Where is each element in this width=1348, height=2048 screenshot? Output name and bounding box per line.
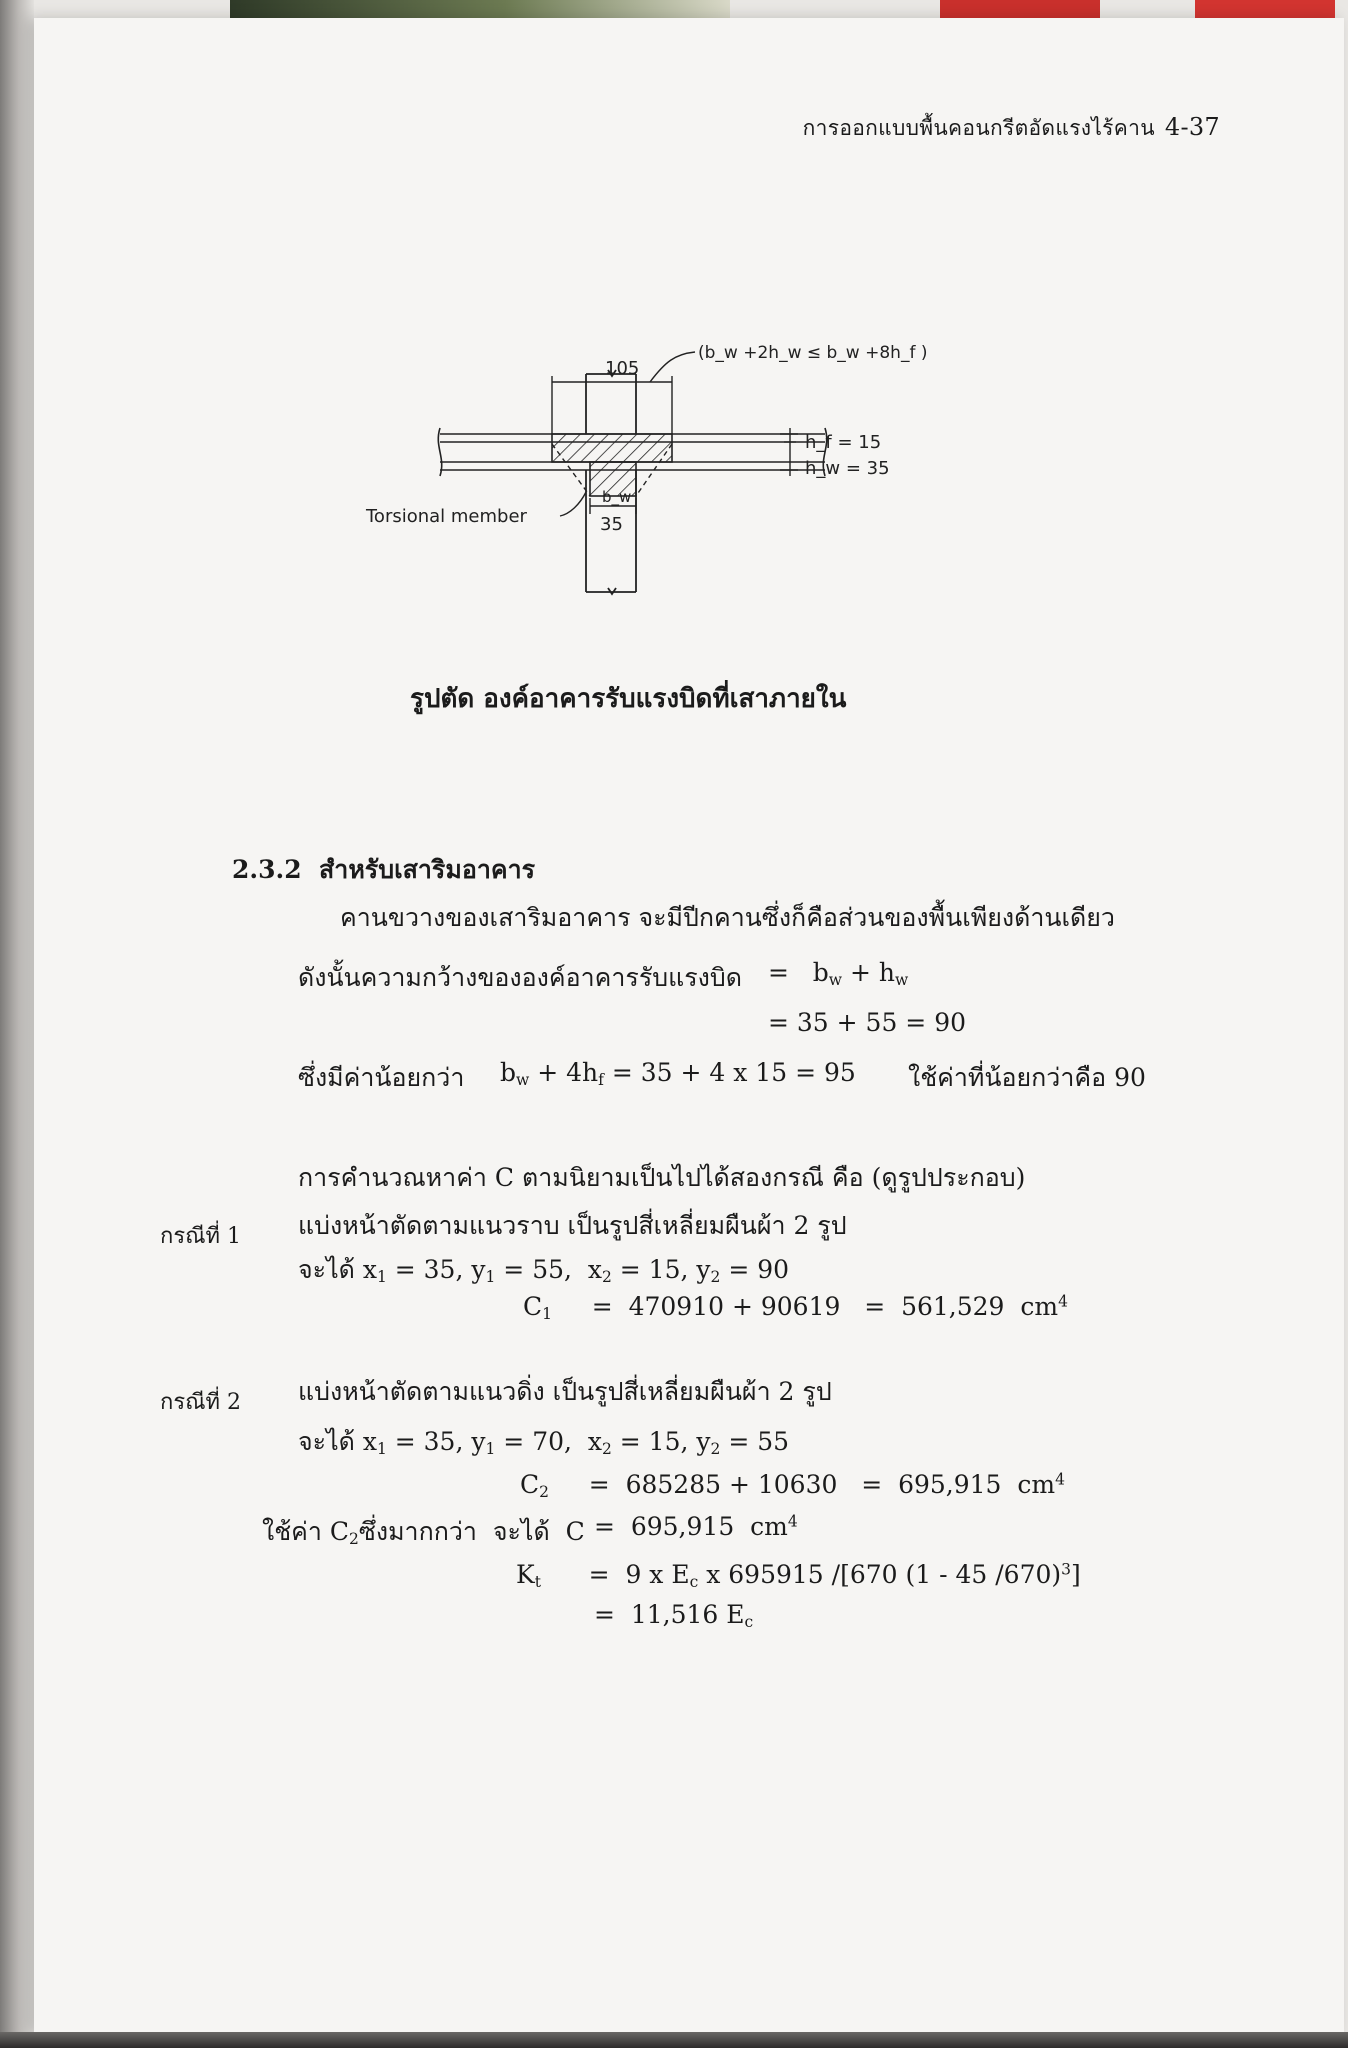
- case2-desc: แบ่งหน้าตัดตามแนวดิ่ง เป็นรูปสี่เหลี่ยมผืนผ้า 2 รูป: [298, 1377, 832, 1406]
- right-dimensions: [780, 428, 798, 476]
- bw-label: b_w: [602, 488, 632, 506]
- case2-get: จะได้: [298, 1427, 355, 1456]
- less-formula: $b_w + 4h_f = 35 + 4$ x 15 = 95: [500, 1058, 856, 1089]
- member-leader-line: [560, 492, 586, 516]
- width-formula: = $b_w + h_w$: [768, 958, 909, 989]
- width-eq-sign: =: [768, 958, 789, 987]
- case2-c2: $C_2$ = 685285 + 10630 = 695,915 $cm^4$: [520, 1470, 1065, 1501]
- use-c2: ใช้ค่า $C_2$ซึ่งมากกว่า จะได้ C: [262, 1517, 585, 1548]
- case1-label: กรณีที่ 1: [160, 1224, 242, 1249]
- section-number: 2.3.2: [232, 855, 302, 884]
- hf-label: h_f = 15: [805, 432, 882, 453]
- kt-formula: $K_t$ = 9 x $E_c$ x 695915 /[670 (1 - 45 /670)$^3$]: [516, 1560, 1081, 1591]
- dim-105-label: 105: [605, 358, 640, 379]
- bw-value-label: 35: [600, 514, 623, 535]
- page-number: 4-37: [1164, 113, 1220, 141]
- background-object: [1195, 0, 1335, 20]
- width-result: = 35 + 55 = 90: [768, 1008, 967, 1037]
- case1-c1: $C_1$ = 470910 + 90619 = 561,529 $cm^4$: [523, 1292, 1068, 1323]
- paragraph-1: คานขวางของเสาริมอาคาร จะมีปีกคานซึ่งก็คือส่วนของพื้นเพียงด้านเดียว: [340, 903, 1115, 932]
- case1-values: จะได้ $x_1 = 35$, $y_1 = 55$, $x_2 = 15$, $y_2 = 90$: [298, 1255, 790, 1286]
- dim-formula-label: (b_w +2h_w ≤ b_w +8h_f ): [698, 343, 928, 363]
- figure-caption: รูปตัด องค์อาคารรับแรงบิดที่เสาภายใน: [410, 684, 847, 714]
- section-heading: [232, 850, 535, 890]
- torsional-member-label: Torsional member: [366, 506, 527, 527]
- case1-get: จะได้: [298, 1255, 355, 1284]
- torsional-member-section-figure: [350, 282, 950, 612]
- kt-result: = 11,516 $E_c$: [594, 1600, 754, 1631]
- section-title: สำหรับเสาริมอาคาร: [319, 855, 536, 884]
- book-spine-shadow: [0, 0, 34, 2048]
- use-less: ใช้ค่าที่น้อยกว่าคือ 90: [908, 1063, 1146, 1092]
- bottom-edge-shadow: [0, 2032, 1348, 2048]
- width-intro: ดังนั้นความกว้างขององค์อาคารรับแรงบิด: [298, 963, 742, 992]
- case2-values: จะได้ $x_1 = 35$, $y_1 = 70$, $x_2 = 15$, $y_2 = 55$: [298, 1427, 790, 1458]
- less-intro: ซึ่งมีค่าน้อยกว่า: [298, 1063, 465, 1092]
- hatched-flange: [552, 434, 672, 462]
- hw-label: h_w = 35: [805, 458, 890, 479]
- case2-label: กรณีที่ 2: [160, 1390, 242, 1415]
- c-result: = 695,915 $cm^4$: [594, 1512, 798, 1541]
- header-title: การออกแบบพื้นคอนกรีตอัดแรงไร้คาน: [802, 116, 1155, 140]
- calc-intro: การคำนวณหาค่า C ตามนิยามเป็นไปได้สองกรณี คือ (ดูรูปประกอบ): [298, 1163, 1026, 1192]
- running-header: [770, 112, 1220, 145]
- case1-desc: แบ่งหน้าตัดตามแนวราบ เป็นรูปสี่เหลี่ยมผืนผ้า 2 รูป: [298, 1211, 847, 1240]
- less-eq: = 35 + 4 x 15 = 95: [611, 1058, 856, 1087]
